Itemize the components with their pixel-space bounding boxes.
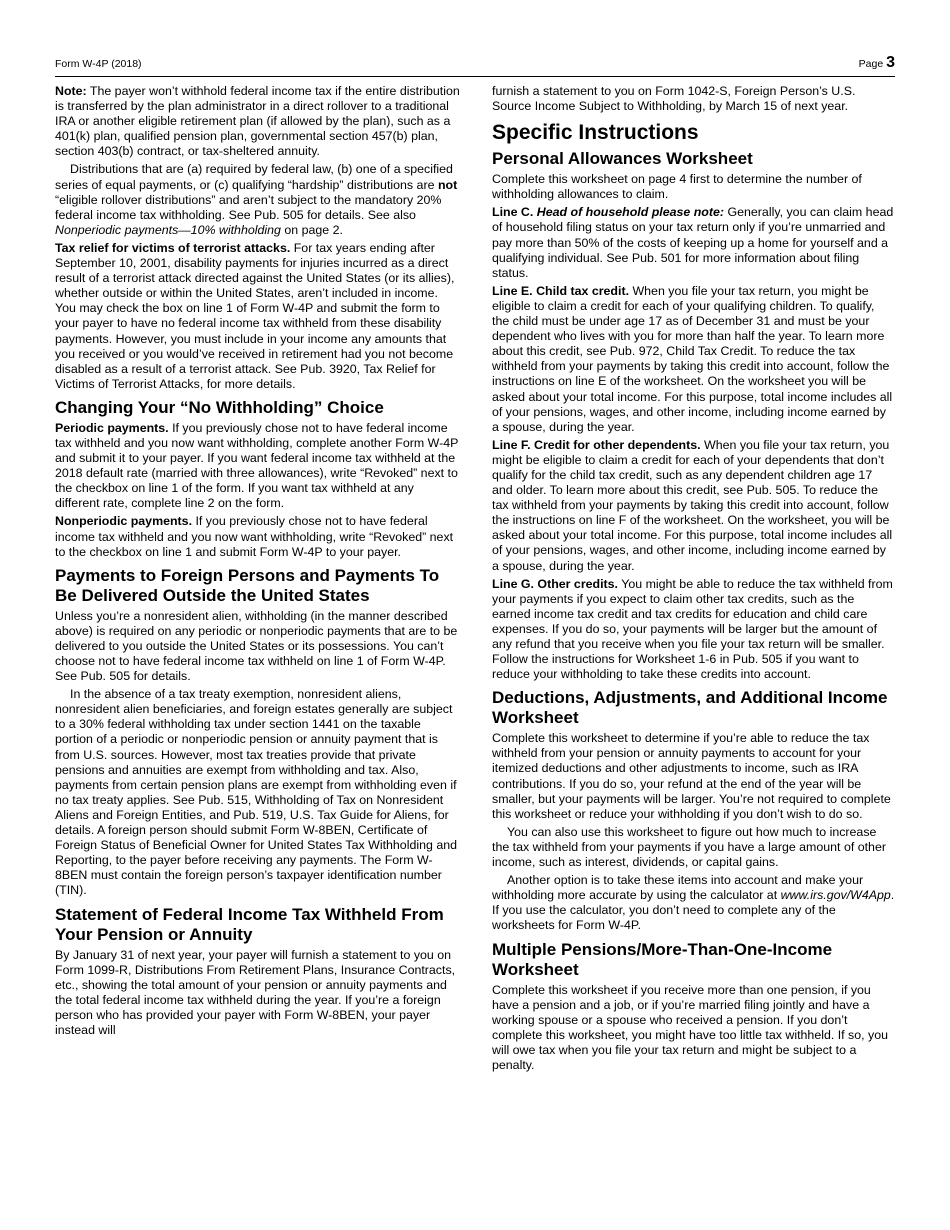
statement-heading: Statement of Federal Income Tax Withheld From Your Pension or Annuity [55,904,444,944]
foreign-paragraph-1: Unless you’re a nonresident alien, withholding (in the manner described above) is required on any periodic or nonperiodic payments that are to be delivered to you outside the United States or its possessions. You can’t choose not to have federal income tax withheld on line 1 of Form W-4P. See Pub. 505 for details. [55,608,458,684]
note-lead: Note: [55,84,87,98]
continued-paragraph: furnish a statement to you on Form 1042-S, Foreign Person’s U.S. Source Income Subject to Withholding, by March 15 of next year. [492,84,856,114]
tax-relief-text: For tax years ending after September 10, 2001, disability payments for injuries incurred as a direct result of a terrorist attack directed against the United States (or its allies), whether outside or within the United States, aren’t included in income. You may check the box on line 1 of Form W-4P and submit the form to your payer to have no federal income tax withheld from these disability payments. However, you must include in your income any amounts that you received or you would’ve received in retirement had you not become disabled as a result of a terrorist attack. See Pub. 3920, Tax Relief for Victims of Terrorist Attacks, for more details. [55,240,455,391]
multiple-pensions-heading: Multiple Pensions/More-Than-One-Income Worksheet [492,939,833,979]
line-f-paragraph [492,438,895,574]
right-column [492,84,895,1076]
changing-choice-heading: Changing Your “No Withholding” Choice [55,397,384,417]
multiple-pensions-paragraph: Complete this worksheet if you receive more than one pension, if you have a pension and a job, or if you’re married filing jointly and have a working spouse or a spouse who received a pension. If you don’t complete this worksheet, you might have too little tax withheld. If so, you will owe tax when you file your tax return and might be subject to a penalty. [492,982,889,1072]
nonperiodic-text: If you previously chose not to have federal income tax withheld and you now want withholding, write “Revoked” next to the checkbox on line 1 and submit Form W-4P to your payer. [55,514,454,559]
periodic-paragraph [55,421,460,512]
irs-calculator-link[interactable]: www.irs.gov/W4App [780,888,891,903]
line-e-paragraph [492,284,895,435]
line-g-paragraph [492,577,895,683]
deductions-heading: Deductions, Adjustments, and Additional Income Worksheet [492,688,888,728]
periodic-lead: Periodic payments. [55,420,169,435]
line-g-lead: Line G. Other credits. [492,576,618,591]
deductions-text-a: Another option is to take these items into account and make your withholding more accurate by using the calculator at [492,873,864,903]
line-e-lead: Line E. Child tax credit. [492,283,630,298]
line-c-paragraph [492,205,895,280]
line-c-text: Generally, you can claim head of household filing status on your tax return only if you’re unmarried and pay more than 50% of the costs of keeping up a home for yourself and a qualifying individual. See Pub. 501 for more information about filing status. [492,205,894,280]
line-c-lead: Line C. [492,205,534,220]
foreign-paragraph-2: In the absence of a tax treaty exemption, nonresident aliens, nonresident alien beneficiaries, and foreign estates generally are subject to a 30% federal withholding tax under section 1441 on the taxable portion of a periodic or nonperiodic pension or annuity payment that is from U.S. sources. However, most tax treaties provide that private pensions and annuities are exempt from withholding and tax. Also, payments from certain pension plans are exempt from withholding even if no tax treaty applies. See Pub. 515, Withholding of Tax on Nonresident Aliens and Foreign Entities, and Pub. 519, U.S. Tax Guide for Aliens, for details. A foreign person should submit Form W-8BEN, Certificate of Foreign Status of Beneficial Owner for United States Tax Withholding and Reporting, to the payer before receiving any payments. The Form W-8BEN must contain the foreign person’s taxpayer identification number (TIN). [55,687,457,898]
nonperiodic-paragraph [55,514,460,559]
note-paragraph [55,84,460,159]
page-number: 3 [886,54,895,71]
page-indicator [859,54,895,72]
periodic-text: If you previously chose not to have federal income tax withheld and you now want withholding, complete another Form W-4P and submit it to your payer. If you want federal income tax withheld at the 2018 default rate (married with three allowances), write “Revoked” next to the checkbox on line 1 of the form. If you want tax withheld at any different rate, complete line 2 on the form. [55,420,459,511]
line-g-text: You might be able to reduce the tax withheld from your payments if you expect to claim other tax credits, such as the earned income tax credit and tax credits for education and child care expenses. If you do so, your payments will be larger but the amount of any refund that you receive when you file your tax return will be smaller. Follow the instructions for Worksheet 1-6 in Pub. 505 if you want to reduce your withholding to take these credits into account. [492,576,893,682]
left-column [55,84,460,1041]
deductions-paragraph-3 [492,873,895,933]
tax-relief-lead: Tax relief for victims of terrorist attacks. [55,240,291,255]
distributions-text-c: on page 2. [284,222,343,237]
distributions-text-b: “eligible rollover distributions” and aren’t subject to the mandatory 20% federal income tax withholding. See Pub. 505 for details. See also [55,192,442,222]
foreign-payments-heading: Payments to Foreign Persons and Payments To Be Delivered Outside the United States [55,565,440,605]
distributions-not: not [437,177,458,192]
nonperiodic-lead: Nonperiodic payments. [55,514,193,529]
line-c-note: Head of household please note: [536,205,725,220]
page-label: Page [858,58,884,70]
line-f-text: When you file your tax return, you might be eligible to claim a credit for each of your dependents that don’t qualify for the child tax credit, such as any dependent children age 17 and older. To learn more about this credit, see Pub. 505. To reduce the tax withheld from your payments by taking this credit into account, follow the instructions on line F of the worksheet. On the worksheet, you will be asked about your total income. For this purpose, total income includes all of your pensions, wages, and other income, including income earned by a spouse, during the year. [492,437,893,573]
deductions-paragraph-2: You can also use this worksheet to figure out how much to increase the tax withheld from your payments if you have a large amount of other income, such as interest, dividends, or capital gains. [492,824,886,870]
form-title: Form W-4P (2018) [55,58,142,70]
line-e-text: When you file your tax return, you might be eligible to claim a credit for each of your qualifying children. To qualify, the child must be under age 17 as of December 31 and must be your dependent who lives with you for more than half the year. To learn more about this credit, see Pub. 972, Child Tax Credit. To reduce the tax withheld from your payments by taking this credit into account, follow the instructions on line E of the worksheet. On the worksheet you will be asked about your total income. For this purpose, total income includes all of your pensions, wages, and other income, including income earned by a spouse, during the year. [492,283,893,434]
specific-instructions-heading: Specific Instructions [492,121,699,145]
distributions-reference: Nonperiodic payments—10% withholding [55,222,281,237]
distributions-paragraph [55,162,460,237]
deductions-paragraph-1: Complete this worksheet to determine if you’re able to reduce the tax withheld from your pension or annuity payments to account for your itemized deductions and other adjustments to income, such as IRA contributions. If you do so, your refund at the end of the year will be smaller, but your payments will be larger. You’re not required to complete this worksheet or reduce your withholding if you don’t wish to do so. [492,731,891,821]
distributions-text-a: Distributions that are (a) required by federal law, (b) one of a specified series of equal payments, or (c) qualifying “hardship” distributions are [55,162,453,192]
line-f-lead: Line F. Credit for other dependents. [492,437,701,452]
tax-relief-paragraph [55,241,460,392]
page-header [55,54,895,74]
personal-allowances-heading: Personal Allowances Worksheet [492,149,753,169]
statement-paragraph: By January 31 of next year, your payer will furnish a statement to you on Form 1099-R, Distributions From Retirement Plans, Insurance Contracts, etc., showing the total amount of your pension or annuity payments and the total federal income tax withheld during the year. If you’re a foreign person who has provided your payer with Form W-8BEN, your payer instead will [55,947,456,1037]
deductions-text-b: . If you use the calculator, you don’t need to complete any of the worksheets for Form W-4P. [492,888,895,933]
header-rule [55,76,895,77]
note-text: The payer won’t withhold federal income tax if the entire distribution is transferred by the plan administrator in a direct rollover to a traditional IRA or another eligible retirement plan (if allowed by the plan), such as a 401(k) plan, qualified pension plan, governmental section 457(b) plan, section 403(b) contract, or tax-sheltered annuity. [55,84,460,159]
personal-allowances-paragraph: Complete this worksheet on page 4 first to determine the number of withholding allowances to claim. [492,172,862,202]
